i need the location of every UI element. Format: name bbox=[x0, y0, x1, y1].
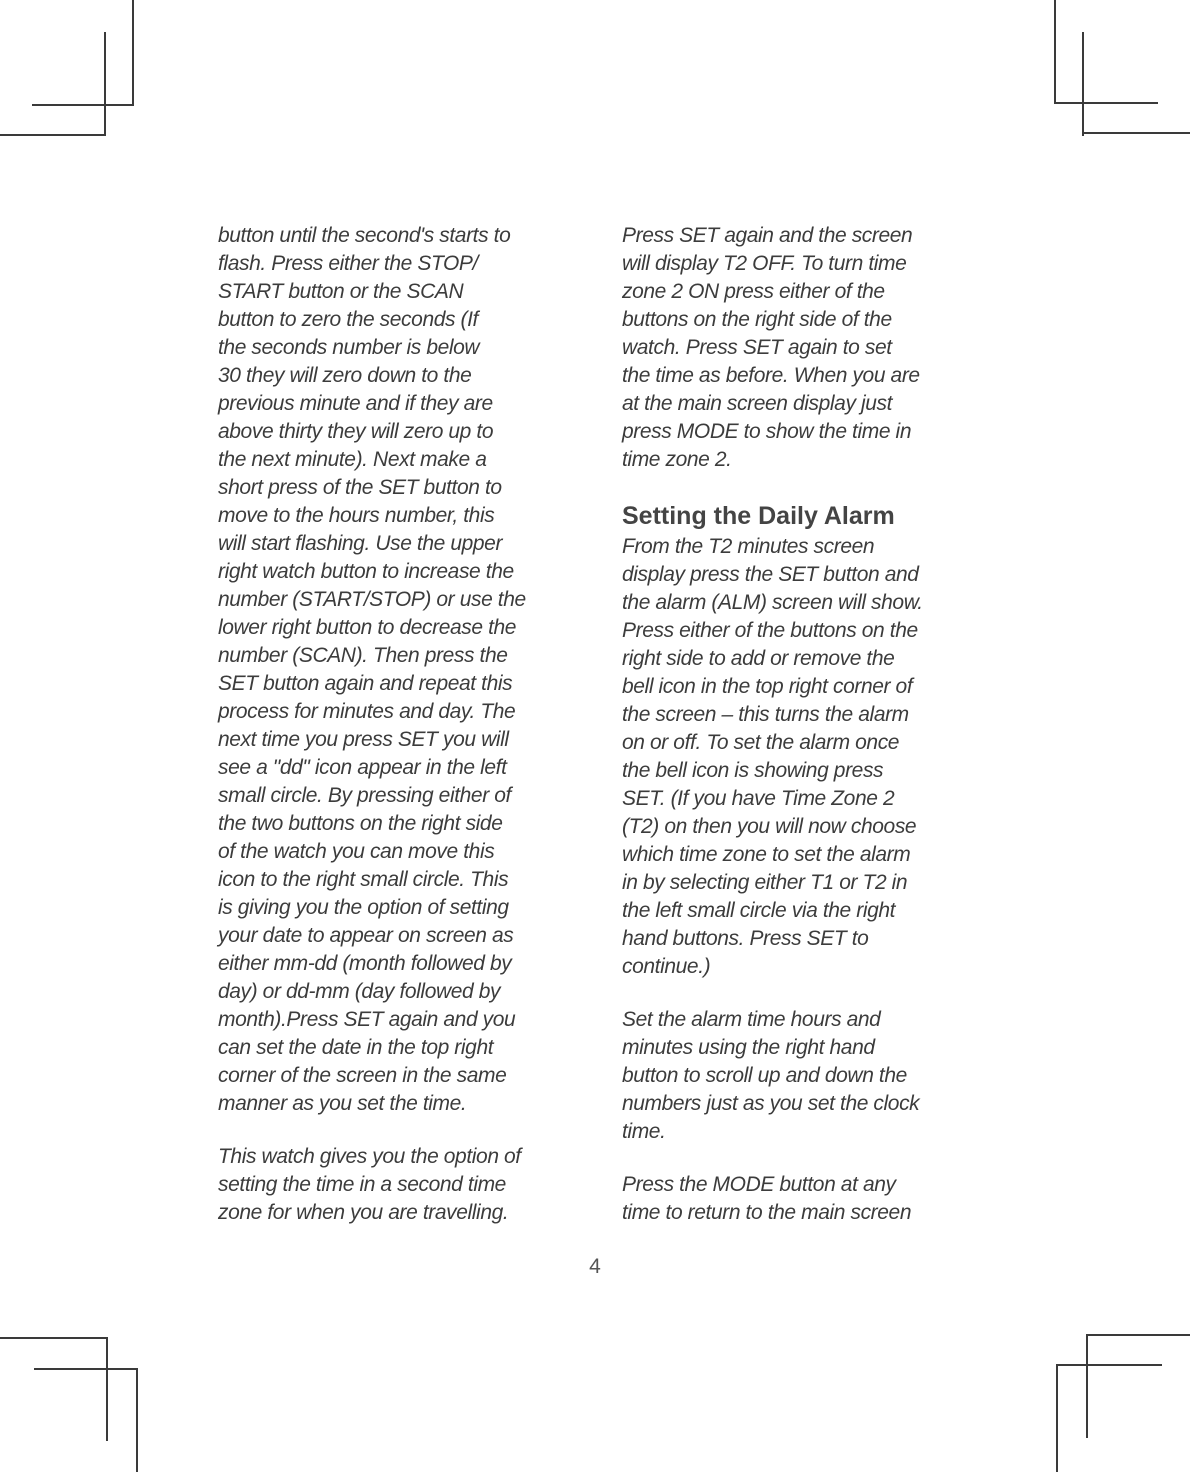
left-column bbox=[218, 222, 578, 1252]
paragraph-mode-button: Press the MODE button at any time to return to the main screen bbox=[622, 1173, 912, 1224]
crop-mark-top-left-vertical bbox=[132, 0, 134, 104]
crop-mark-top-left-horizontal-outer bbox=[0, 134, 106, 136]
right-column bbox=[622, 222, 982, 1252]
paragraph-second-time-zone: This watch gives you the option of setting the time in a second time zone for when you are travelling. bbox=[218, 1145, 521, 1224]
crop-mark-bottom-left-vertical bbox=[136, 1368, 138, 1472]
crop-mark-top-right-vertical bbox=[1054, 0, 1056, 104]
paragraph-alarm-time: Set the alarm time hours and minutes using the right hand button to scroll up and down the numbers just as you set the clock time. bbox=[622, 1008, 920, 1143]
crop-mark-top-right-horizontal-outer bbox=[1082, 132, 1190, 134]
paragraph-time-zone-2: Press SET again and the screen will display T2 OFF. To turn time zone 2 ON press either of the buttons on the right side of the watch. Press SET again to set the time as before. When you are at the main screen display just press MODE to show the time in time zone 2. bbox=[622, 224, 920, 471]
paragraph-seconds-instructions: button until the second's starts to flash. Press either the STOP/ START button or the SCAN button to zero the seconds (If the seconds number is below 30 they will zero down to the previous minute and if they are above thirty they will zero up to the next minute). Next make a short press of the SET button to move to the hours number, this will start flashing. Use the upper right watch button to increase the number (START/STOP) or use the lower right button to decrease the number (SCAN). Then press the SET button again and repeat this process for minutes and day. The next time you press SET you will see a "dd" icon appear in the left small circle. By pressing either of the two buttons on the right side of the watch you can move this icon to the right small circle. This is giving you the option of setting your date to appear on screen as either mm-dd (month followed by day) or dd-mm (day followed by month).Press SET again and you can set the date in the top right corner of the screen in the same manner as you set the time. bbox=[218, 224, 526, 1115]
paragraph-alarm-setup: From the T2 minutes screen display press the SET button and the alarm (ALM) screen will show. Press either of the buttons on the right side to add or remove the bell icon in the top right corner of the screen – this turns the alarm on or off. To set the alarm once the bell icon is showing press SET. (If you have Time Zone 2 (T2) on then you will now choose which time zone to set the alarm in by selecting either T1 or T2 in the left small circle via the right hand buttons. Press SET to continue.) bbox=[622, 535, 923, 978]
crop-mark-top-right-horizontal bbox=[1054, 102, 1158, 104]
page-number: 4 bbox=[589, 1255, 601, 1278]
crop-mark-bottom-right-vertical-inner bbox=[1086, 1334, 1088, 1438]
crop-mark-bottom-left-vertical-inner bbox=[106, 1337, 108, 1441]
crop-mark-top-right-vertical-inner bbox=[1082, 32, 1084, 136]
crop-mark-bottom-right-horizontal-outer bbox=[1086, 1334, 1190, 1336]
crop-mark-bottom-right-horizontal bbox=[1056, 1364, 1162, 1366]
section-heading-daily-alarm: Setting the Daily Alarm bbox=[622, 502, 895, 530]
crop-mark-top-left-horizontal bbox=[32, 104, 134, 106]
crop-mark-bottom-left-horizontal bbox=[34, 1368, 136, 1370]
crop-mark-bottom-right-vertical bbox=[1056, 1364, 1058, 1472]
crop-mark-bottom-left-horizontal-outer bbox=[0, 1337, 108, 1339]
crop-mark-top-left-vertical-inner bbox=[104, 32, 106, 136]
